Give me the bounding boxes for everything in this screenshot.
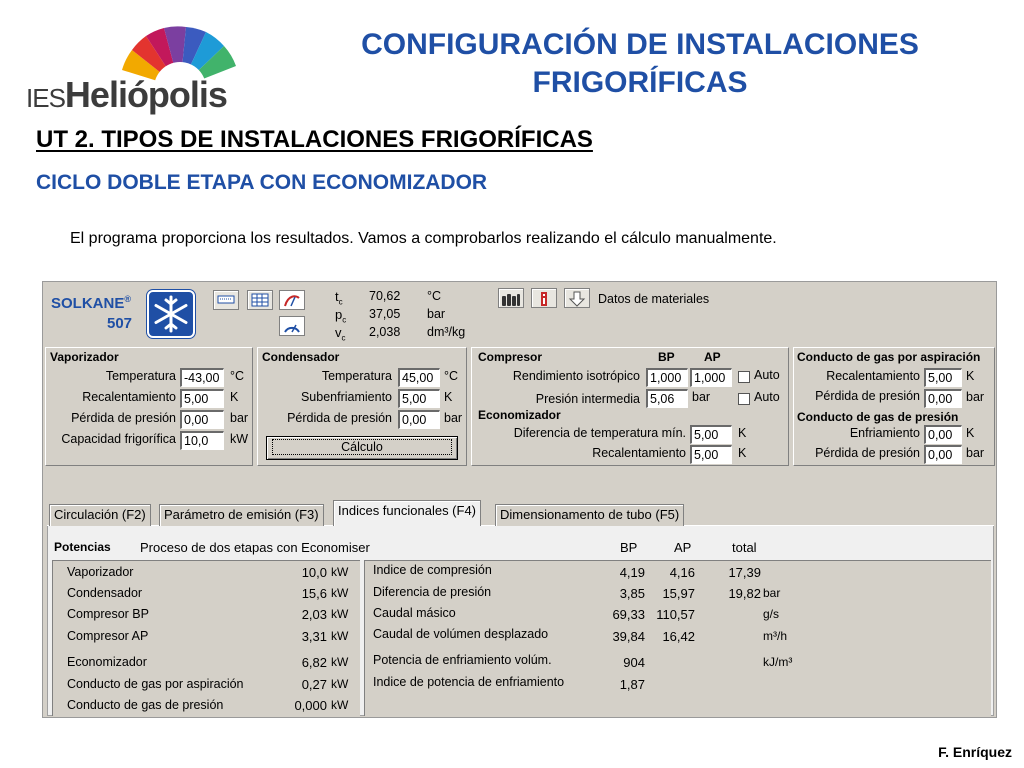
potencia-value: 15,6 [301, 586, 327, 601]
state-row-pressure [335, 307, 535, 325]
group-title: Vaporizador [50, 350, 119, 364]
suction-pressure-loss-field[interactable]: 0,00 [924, 389, 962, 408]
column-ap: AP [704, 350, 721, 364]
potencia-value: 3,31 [301, 629, 327, 644]
results-tabs [47, 500, 994, 526]
state-unit: dm³/kg [427, 325, 466, 339]
potencia-unit: kW [331, 607, 349, 621]
suction-line-title: Conducto de gas por aspiración [797, 350, 981, 364]
indice-unit: bar [763, 586, 781, 600]
state-symbol: $p_c$ [335, 307, 347, 325]
field-unit: bar [966, 390, 985, 404]
state-symbol: $t_c$ [335, 289, 343, 307]
results-pane [47, 526, 994, 716]
state-value: 70,62 [369, 289, 401, 303]
brand-name: SOLKANE [51, 295, 125, 312]
discharge-line-title: Conducto de gas de presión [797, 410, 959, 424]
calculate-button[interactable] [266, 436, 458, 460]
field-label: Pérdida de presión [71, 411, 176, 425]
refrigerant-number: 507 [107, 315, 133, 332]
process-title: Proceso de dos etapas con Economiser [140, 540, 370, 555]
indice-label: Indice de compresión [373, 563, 492, 577]
indice-ap: 110,57 [656, 607, 695, 622]
indice-bp: 39,84 [612, 629, 645, 644]
state-row-volume [335, 325, 535, 343]
info-icon[interactable] [531, 288, 557, 308]
field-unit: K [966, 369, 975, 383]
potencia-unit: kW [331, 655, 349, 669]
isentropic-bp-field[interactable]: 1,000 [646, 368, 688, 387]
tab-dimensionamiento-tubo[interactable]: Dimensionamento de tubo (F5) [495, 504, 684, 526]
monitor-icon[interactable] [213, 290, 239, 310]
potencia-unit: kW [331, 586, 349, 600]
gauge-icon[interactable] [279, 316, 305, 336]
field-label: Enfriamiento [849, 426, 920, 440]
solkane-window [42, 281, 997, 718]
evap-temperature-field[interactable]: -43,00 [180, 368, 224, 387]
potencias-list [52, 560, 360, 716]
indice-bp: 3,85 [619, 586, 645, 601]
potencia-label: Compresor BP [67, 607, 149, 621]
discharge-pressure-loss-field[interactable]: 0,00 [924, 445, 962, 464]
field-unit: bar [444, 411, 463, 425]
table-icon[interactable] [247, 290, 273, 310]
calculate-button-label: Cálculo [272, 439, 452, 455]
vaporizador-group [45, 347, 253, 466]
cond-temperature-field[interactable]: 45,00 [398, 368, 440, 387]
state-value: 2,038 [369, 325, 401, 339]
snowflake-icon [147, 290, 195, 338]
indice-total: 17,39 [728, 565, 761, 580]
column-bp: BP [658, 350, 675, 364]
column-bp: BP [620, 540, 638, 555]
field-label: Temperatura [105, 369, 176, 383]
indice-label: Indice de potencia de enfriamiento [373, 675, 565, 689]
column-ap: AP [674, 540, 692, 555]
field-unit: bar [966, 446, 985, 460]
field-label: Capacidad frigorífica [61, 432, 176, 446]
compresor-group [471, 347, 789, 466]
field-unit: K [738, 446, 747, 460]
field-label: Recalentamiento [826, 369, 920, 383]
column-total: total [732, 540, 757, 555]
field-label: Rendimiento isotrópico [512, 369, 640, 383]
unit-heading: UT 2. TIPOS DE INSTALACIONES FRIGORÍFICAS [36, 126, 593, 153]
cycle-heading: CICLO DOBLE ETAPA CON ECONOMIZADOR [36, 171, 488, 194]
potencia-label: Conducto de gas por aspiración [67, 677, 244, 691]
cylinders-icon[interactable] [498, 288, 524, 308]
field-unit: K [738, 426, 747, 440]
state-value: 37,05 [369, 307, 401, 321]
logo-prefix: IES [26, 83, 65, 113]
indice-unit: kJ/m³ [763, 655, 793, 669]
slide-title-line2: FRIGORÍFICAS [532, 66, 748, 99]
checkbox-label: Auto [754, 390, 780, 404]
economizer-title: Economizador [478, 408, 561, 422]
auto-checkbox[interactable] [738, 371, 750, 383]
field-label: Pérdida de presión [815, 389, 920, 403]
field-unit: bar [230, 411, 249, 425]
indice-ap: 16,42 [662, 629, 695, 644]
indice-bp: 904 [623, 655, 645, 670]
field-label: Pérdida de presión [815, 446, 920, 460]
field-unit: kW [230, 432, 249, 446]
field-unit: K [444, 390, 453, 404]
potencia-value: 0,000 [294, 698, 327, 713]
indice-label: Potencia de enfriamiento volúm. [373, 653, 552, 667]
indice-ap: 4,16 [669, 565, 695, 580]
cond-pressure-loss-field[interactable]: 0,00 [398, 410, 440, 429]
potencia-value: 6,82 [301, 655, 327, 670]
potencia-label: Vaporizador [67, 565, 134, 579]
state-symbol: $v_c$ [335, 325, 346, 343]
potencia-label: Condensador [67, 586, 143, 600]
field-unit: K [230, 390, 239, 404]
indice-bp: 4,19 [619, 565, 645, 580]
field-label: Recalentamiento [592, 446, 686, 460]
state-unit: °C [427, 289, 442, 303]
indice-bp: 1,87 [619, 677, 645, 692]
indice-total: 19,82 [728, 586, 761, 601]
evap-superheat-field[interactable]: 5,00 [180, 389, 224, 408]
potencias-title: Potencias [54, 540, 111, 554]
arrow-down-icon[interactable] [564, 288, 590, 308]
group-title: Compresor [478, 350, 543, 364]
indice-label: Caudal másico [373, 606, 456, 620]
slide-title [300, 26, 980, 102]
field-unit: °C [230, 369, 245, 383]
economizer-superheat-field[interactable]: 5,00 [690, 445, 732, 464]
auto-checkbox[interactable] [738, 393, 750, 405]
logo-name: Heliópolis [64, 74, 227, 115]
field-label: Presión intermedia [535, 392, 640, 406]
potencia-unit: kW [331, 677, 349, 691]
school-logo [22, 14, 252, 114]
field-label: Subenfriamiento [300, 390, 392, 404]
checkbox-label: Auto [754, 368, 780, 382]
discharge-cooling-field[interactable]: 0,00 [924, 425, 962, 444]
tab-parametro-emision[interactable]: Parámetro de emisión (F3) [159, 504, 324, 526]
indice-bp: 69,33 [612, 607, 645, 622]
cooling-capacity-field[interactable]: 10,0 [180, 431, 224, 450]
indices-list [364, 560, 991, 716]
cond-subcooling-field[interactable]: 5,00 [398, 389, 440, 408]
field-label: Pérdida de presión [287, 411, 392, 425]
economizer-min-dt-field[interactable]: 5,00 [690, 425, 732, 444]
potencia-value: 0,27 [301, 677, 327, 692]
tab-circulacion[interactable]: Circulación (F2) [49, 504, 151, 526]
indice-unit: m³/h [763, 629, 787, 643]
potencia-value: 2,03 [301, 607, 327, 622]
state-unit: bar [427, 307, 446, 321]
slide-title-line1: CONFIGURACIÓN DE INSTALACIONES [361, 28, 919, 61]
refrigerant-brand [51, 294, 131, 312]
tab-indices-funcionales[interactable]: Indices funcionales (F4) [333, 500, 481, 526]
suction-superheat-field[interactable]: 5,00 [924, 368, 962, 387]
potencia-unit: kW [331, 629, 349, 643]
field-unit: °C [444, 369, 459, 383]
potencia-unit: kW [331, 698, 349, 712]
indice-ap: 15,97 [662, 586, 695, 601]
field-label: Temperatura [321, 369, 392, 383]
field-label: Recalentamiento [82, 390, 176, 404]
brand-mark: ® [124, 294, 131, 304]
conducto-group [793, 347, 995, 466]
indice-label: Diferencia de presión [373, 585, 492, 599]
potencia-value: 10,0 [301, 565, 327, 580]
field-unit: K [966, 426, 975, 440]
indice-label: Caudal de volúmen desplazado [373, 627, 549, 641]
intermediate-pressure-field[interactable]: 5,06 [646, 389, 688, 408]
potencia-label: Compresor AP [67, 629, 149, 643]
materials-label: Datos de materiales [598, 292, 710, 306]
condensador-group [257, 347, 467, 466]
evap-pressure-loss-field[interactable]: 0,00 [180, 410, 224, 429]
author: F. Enríquez [938, 744, 1012, 760]
indice-unit: g/s [763, 607, 780, 621]
field-unit: bar [692, 390, 711, 404]
potencia-label: Conducto de gas de presión [67, 698, 224, 712]
diagram-icon[interactable] [279, 290, 305, 310]
potencia-label: Economizador [67, 655, 147, 669]
isentropic-ap-field[interactable]: 1,000 [690, 368, 732, 387]
potencia-unit: kW [331, 565, 349, 579]
group-title: Condensador [262, 350, 340, 364]
field-label: Diferencia de temperatura mín. [513, 426, 686, 440]
intro-text: El programa proporciona los resultados. Vamos a comprobarlos realizando el cálculo manualmente. [70, 230, 777, 247]
